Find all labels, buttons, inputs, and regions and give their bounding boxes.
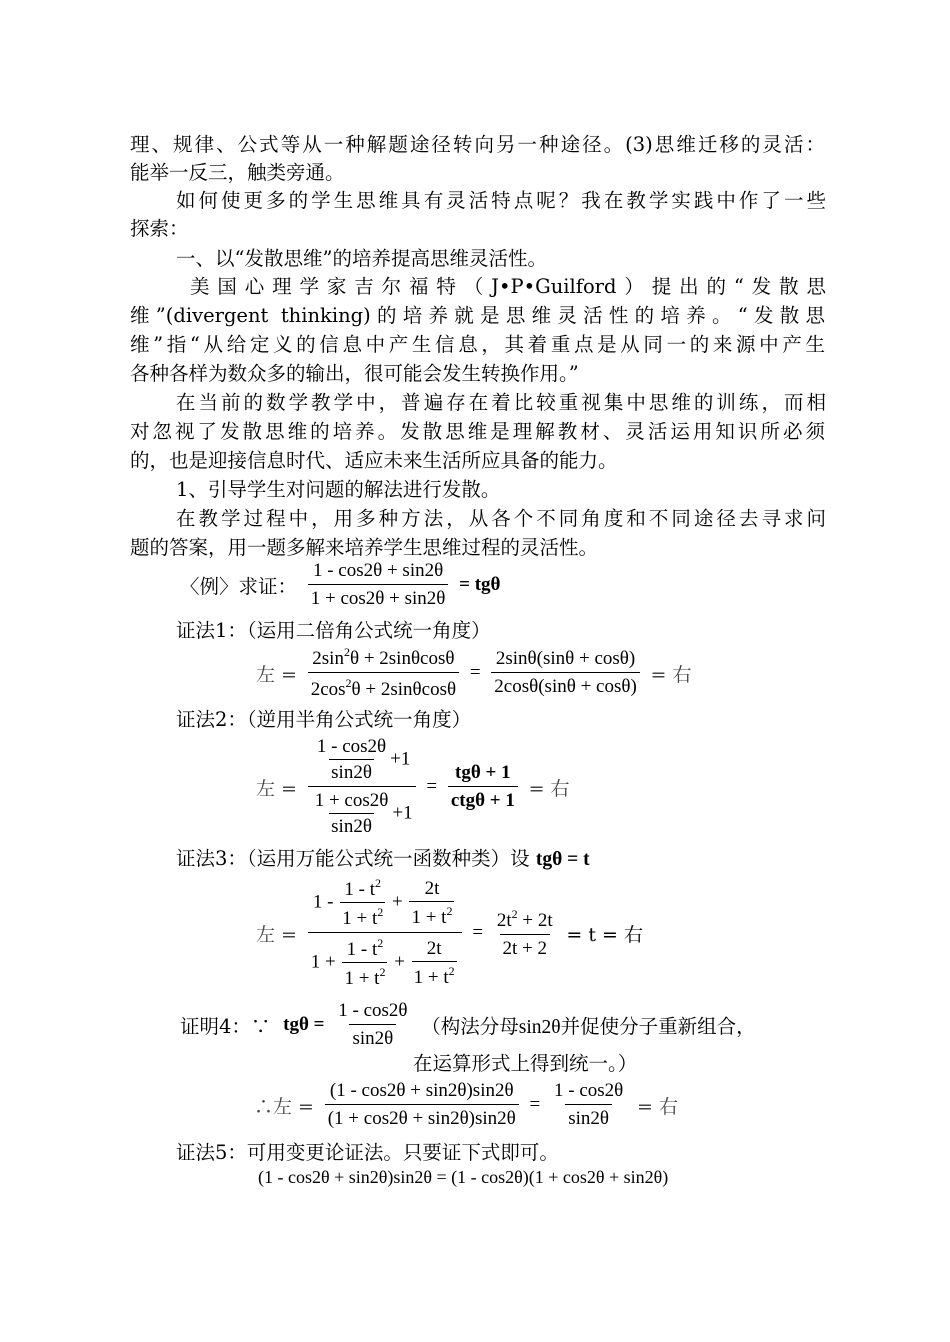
fraction-numerator: tgθ + 1 bbox=[455, 762, 511, 783]
exponent: 2 bbox=[375, 876, 382, 890]
proof1-label: 证法1：（运用二倍角公式统一角度） bbox=[176, 619, 491, 642]
fraction-numerator-part: 2t bbox=[496, 909, 512, 931]
fraction-numerator: 1 - t bbox=[346, 939, 378, 960]
fraction-denominator-part: 2cos bbox=[310, 679, 346, 700]
proof4-fraction bbox=[335, 1000, 410, 1050]
proof5-equation: (1 - cos2θ + sin2θ)sin2θ = (1 - cos2θ)(1 + cos2θ + sin2θ) bbox=[258, 1167, 669, 1187]
proof2-fraction bbox=[448, 762, 518, 812]
fraction-denominator: sin2θ bbox=[349, 1024, 396, 1050]
proof2-formula: 左 = $\frac{1 - \cos 2\theta}{\sin 2\theta}$ +1 $\frac{1 + \cos 2\theta}{\sin 2\theta}$ +1 = $\frac{\text{tgθ + 1}}{\text{ctgθ + 1}}$ = 右 bbox=[256, 736, 570, 837]
proof3-label-line bbox=[176, 844, 826, 874]
proof4-note-continued: 在运算形式上得到统一。） bbox=[413, 1052, 638, 1075]
fraction-numerator: 2sinθ(sinθ + cosθ) bbox=[495, 648, 636, 669]
term-one: 1 - bbox=[312, 891, 334, 913]
fraction-numerator: 1 - cos2θ bbox=[316, 736, 387, 757]
fraction-numerator: 2t bbox=[426, 937, 442, 959]
fraction-numerator: 1 + cos2θ bbox=[314, 790, 389, 811]
left-side-label: 左 = bbox=[256, 923, 297, 946]
fraction-numerator-part: + 2t bbox=[517, 909, 553, 931]
exponent: 2 bbox=[511, 906, 518, 921]
example-label: 〈例〉求证： bbox=[180, 575, 298, 598]
paragraph-line: 各种各样为数众多的输出，很可能会发生转换作用。” bbox=[130, 362, 579, 385]
right-side-label: = 右 bbox=[528, 777, 570, 800]
plus-sign: + bbox=[394, 951, 405, 973]
fraction-denominator: sin2θ bbox=[565, 1104, 612, 1130]
paragraph-line: 对忽视了发散思维的培养。发散思维是理解教材、灵活运用知识所必须 bbox=[130, 420, 825, 443]
paragraph-line: 的，也是迎接信息时代、适应未来生活所应具备的能力。 bbox=[130, 449, 618, 472]
term-one: 1 + bbox=[310, 951, 336, 973]
note-text: 并促使分子重新组合， bbox=[560, 1015, 756, 1038]
paragraph-line: 美国心理学家吉尔福特（J•P•Guilford）提出的“发散思 bbox=[190, 275, 826, 298]
proof4-formula: ∴左 = $\frac{(1 - \cos 2\theta + \sin 2\theta)\sin 2\theta}{(1 + \cos 2\theta + \sin 2\theta)\sin 2\theta}$ = $\frac{1 - \cos 2\theta}{\sin 2\theta}$ = 右 bbox=[254, 1080, 678, 1129]
proof5-label: 证法5：可用变更论证法。只要证下式即可。 bbox=[176, 1141, 559, 1164]
note-formula: sin2θ bbox=[518, 1017, 561, 1038]
fraction-numerator-part: 2sin bbox=[312, 648, 344, 669]
proof3-substitution: tgθ = t bbox=[535, 849, 590, 870]
fraction-denominator: sin2θ bbox=[329, 759, 374, 784]
left-side-label: ∴左 = bbox=[254, 1095, 314, 1118]
paragraph-line: 在当前的数学教学中，普遍存在着比较重视集中思维的训练，而相 bbox=[176, 391, 826, 414]
right-side-label: = 右 bbox=[650, 663, 692, 686]
exponent: 2 bbox=[379, 965, 386, 979]
fraction-denominator: ctgθ + 1 bbox=[448, 786, 518, 812]
example-numerator: 1 - cos2θ + sin2θ bbox=[312, 560, 444, 581]
paragraph-line: 题的答案，用一题多解来培养学生思维过程的灵活性。 bbox=[130, 536, 599, 559]
paragraph-line: 维”(divergent thinking)的培养就是思维灵活性的培养。“发散思 bbox=[130, 304, 825, 327]
proof4-tg: tgθ = bbox=[283, 1014, 325, 1035]
note-text: （构法分母 bbox=[421, 1015, 519, 1038]
proof4-premise bbox=[176, 1000, 760, 1050]
exponent: 2 bbox=[448, 963, 455, 978]
plus-sign: + bbox=[391, 891, 403, 913]
fraction-denominator-part: θ + 2sinθcosθ bbox=[351, 679, 457, 700]
proof1-formula: 左 = $\frac{2\sin^2\theta + 2\sin\theta\cos\theta}{2\cos^2\theta + 2\sin\theta\cos\theta}$ = $\frac{2\sin\theta(\sin\theta + \cos\theta)}{2\cos\theta(\sin\theta + \cos\theta)}$ = 右 bbox=[256, 645, 692, 700]
exponent: 2 bbox=[446, 903, 453, 918]
fraction-denominator: sin2θ bbox=[329, 813, 374, 838]
left-side-label: 左 = bbox=[256, 777, 297, 800]
plus-one: +1 bbox=[392, 802, 413, 824]
fraction-numerator: 2t bbox=[424, 877, 440, 899]
proof3-compound-fraction bbox=[308, 876, 462, 990]
fraction-numerator: (1 - cos2θ + sin2θ)sin2θ bbox=[329, 1080, 514, 1101]
paragraph-line: 如何使更多的学生思维具有灵活特点呢？我在教学实践中作了一些 bbox=[176, 189, 826, 212]
proof1-fraction-2 bbox=[491, 648, 640, 698]
fraction-numerator-part: θ + 2sinθcosθ bbox=[349, 648, 455, 669]
example-fraction bbox=[308, 560, 449, 610]
proof4-note bbox=[421, 1011, 755, 1039]
fraction-denominator: 2cosθ(sinθ + cosθ) bbox=[491, 672, 640, 698]
fraction-numerator: 1 - cos2θ bbox=[554, 1080, 624, 1101]
proof3-label: 证法3：（运用万能公式统一函数种类）设 bbox=[176, 847, 530, 870]
exponent: 2 bbox=[377, 936, 384, 950]
right-side-label: = t = 右 bbox=[566, 923, 644, 946]
example-rhs: = tgθ bbox=[459, 574, 501, 595]
proof2-label: 证法2：（逆用半角公式统一角度） bbox=[176, 708, 472, 731]
paragraph-line: 探索： bbox=[130, 217, 189, 240]
proof3-fraction bbox=[494, 907, 556, 960]
proof4-fraction-2 bbox=[551, 1080, 626, 1130]
proof1-fraction-1: $\frac{2\sin^2\theta + 2\sin\theta\cos\theta}{2\cos^2\theta + 2\sin\theta\cos\theta}$ bbox=[308, 645, 459, 701]
fraction-denominator: 1 + t bbox=[413, 966, 449, 988]
proof4-fraction-1 bbox=[325, 1080, 519, 1130]
fraction-denominator: (1 + cos2θ + sin2θ)sin2θ bbox=[325, 1104, 519, 1130]
proof4-label: 证明4：∵ bbox=[180, 1015, 271, 1038]
example-statement bbox=[176, 560, 504, 610]
fraction-numerator: 1 - cos2θ bbox=[338, 1000, 408, 1021]
paragraph-line: 能举一反三，触类旁通。 bbox=[130, 161, 345, 184]
fraction-denominator: 1 + t bbox=[411, 906, 447, 928]
fraction-denominator: 2t + 2 bbox=[500, 934, 551, 960]
fraction-numerator: 1 - t bbox=[344, 879, 376, 900]
subsection-heading: 1、引导学生对问题的解法进行发散。 bbox=[176, 478, 501, 501]
proof3-formula: 左 = 1 - $\frac{1 - t^2}{1 + t^2}$ + $\frac{2t}{1 + t^2}$ 1 + $\frac{1 - t^2}{1 + t^2}$ + $\frac{2t}{1 + t^2}$ = $\frac{2t^2 + 2t}{2t + 2}$ = t = 右 bbox=[256, 876, 644, 989]
plus-one: +1 bbox=[390, 748, 411, 770]
left-side-label: 左 = bbox=[256, 663, 297, 686]
example-denominator: 1 + cos2θ + sin2θ bbox=[308, 584, 449, 610]
paragraph-line: 在教学过程中，用多种方法，从各个不同角度和不同途径去寻求问 bbox=[176, 507, 826, 530]
section-heading: 一、以“发散思维”的培养提高思维灵活性。 bbox=[176, 247, 547, 270]
exponent: 2 bbox=[377, 905, 384, 919]
right-side-label: = 右 bbox=[637, 1095, 678, 1118]
paragraph-line: 维”指“从给定义的信息中产生信息，其着重点是从同一的来源中产生 bbox=[130, 333, 825, 356]
fraction-denominator: 1 + t bbox=[342, 908, 378, 929]
fraction-denominator: 1 + t bbox=[344, 968, 380, 989]
proof2-compound-fraction bbox=[308, 736, 416, 838]
paragraph-line: 理、规律、公式等从一种解题途径转向另一种途径。(3)思维迁移的灵活： bbox=[130, 133, 825, 156]
